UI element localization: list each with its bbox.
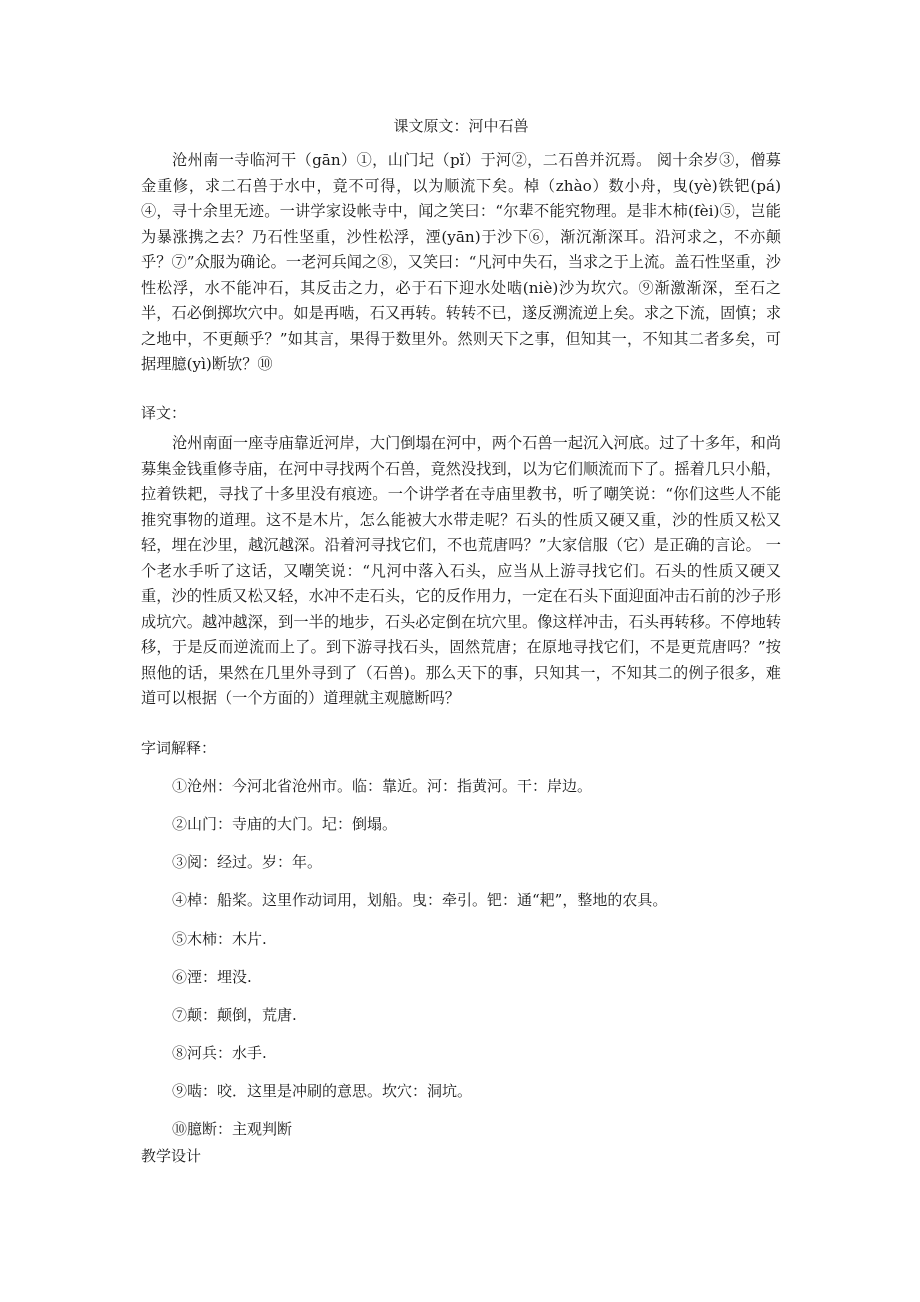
glossary-item: ⑩臆断：主观判断 — [172, 1120, 293, 1138]
translation-paragraph: 沧州南面一座寺庙靠近河岸，大门倒塌在河中，两个石兽一起沉入河底。过了十多年，和尚募集金钱重修寺庙，在河中寻找两个石兽，竟然没找到，以为它们顺流而下了。摇着几只小船，拉着铁耙，寻找了十多里没有痕迹。一个讲学者在寺庙里教书，听了嘲笑说：“你们这些人不能推究事物的道理。这不是木片，怎么能被大水带走呢？石头的性质又硬又重，沙的性质又松又轻，埋在沙里，越沉越深。沿着河寻找它们，不也荒唐吗？”大家信服（它）是正确的言论。 一个老水手听了这话，又嘲笑说：“凡河中落入石头，应当从上游寻找它们。石头的性质又硬又重，沙的性质又松又轻，水冲不走石头，它的反作用力，一定在石头下面迎面冲击石前的沙子形成坑穴。越冲越深，到一半的地步，石头必定倒在坑穴里。像这样冲击，石头再转移。不停地转移，于是反而逆流而上了。到下游寻找石头，固然荒唐；在原地寻找它们，不是更荒唐吗？”按照他的话，果然在几里外寻到了（石兽)。那么天下的事，只知其一，不知其二的例子很多，难道可以根据（一个方面的）道理就主观臆断吗？ — [141, 434, 781, 707]
translation-label: 译文： — [141, 404, 187, 422]
document-title: 课文原文：河中石兽 — [393, 117, 529, 135]
glossary-item: ⑤木柿：木片. — [172, 930, 267, 948]
footer-label: 教学设计 — [141, 1147, 202, 1165]
glossary-item: ②山门：寺庙的大门。圮：倒塌。 — [172, 815, 398, 833]
glossary-item: ④棹：船桨。这里作动词用，划船。曳：牵引。钯：通“耙”，整地的农具。 — [172, 891, 668, 909]
glossary-item: ⑥湮：埋没. — [172, 968, 252, 986]
glossary-label: 字词解释： — [141, 739, 217, 757]
glossary-item: ①沧州：今河北省沧州市。临：靠近。河：指黄河。干：岸边。 — [172, 777, 593, 795]
glossary-item: ⑧河兵：水手. — [172, 1044, 267, 1062]
glossary-item: ⑨啮：咬．这里是冲刷的意思。坎穴：洞坑。 — [172, 1082, 473, 1100]
original-text-paragraph: 沧州南一寺临河干（gān）①，山门圮（pǐ）于河②，二石兽并沉焉。 阅十余岁③，僧募金重修，求二石兽于水中，竟不可得，以为顺流下矣。棹（zhào）数小舟，曳(yè)铁钯(pá)④，寻十余里无迹。一讲学家设帐寺中，闻之笑曰：“尔辈不能究物理。是非木柿(fèi)⑤，岂能为暴涨携之去？乃石性坚重，沙性松浮，湮(yān)于沙下⑥，渐沉渐深耳。沿河求之，不亦颠乎？⑦”众服为确论。一老河兵闻之⑧，又笑曰：“凡河中失石，当求之于上流。盖石性坚重，沙性松浮，水不能冲石，其反击之力，必于石下迎水处啮(niè)沙为坎穴。⑨渐激渐深，至石之半，石必倒掷坎穴中。如是再啮，石又再转。转转不已，遂反溯流逆上矣。求之下流，固慎；求之地中，不更颠乎？”如其言，果得于数里外。然则天下之事，但知其一，不知其二者多矣，可据理臆(yì)断欤？⑩ — [141, 151, 781, 373]
glossary-item: ⑦颠：颠倒，荒唐. — [172, 1006, 297, 1024]
glossary-item: ③阅：经过。岁：年。 — [172, 853, 323, 871]
